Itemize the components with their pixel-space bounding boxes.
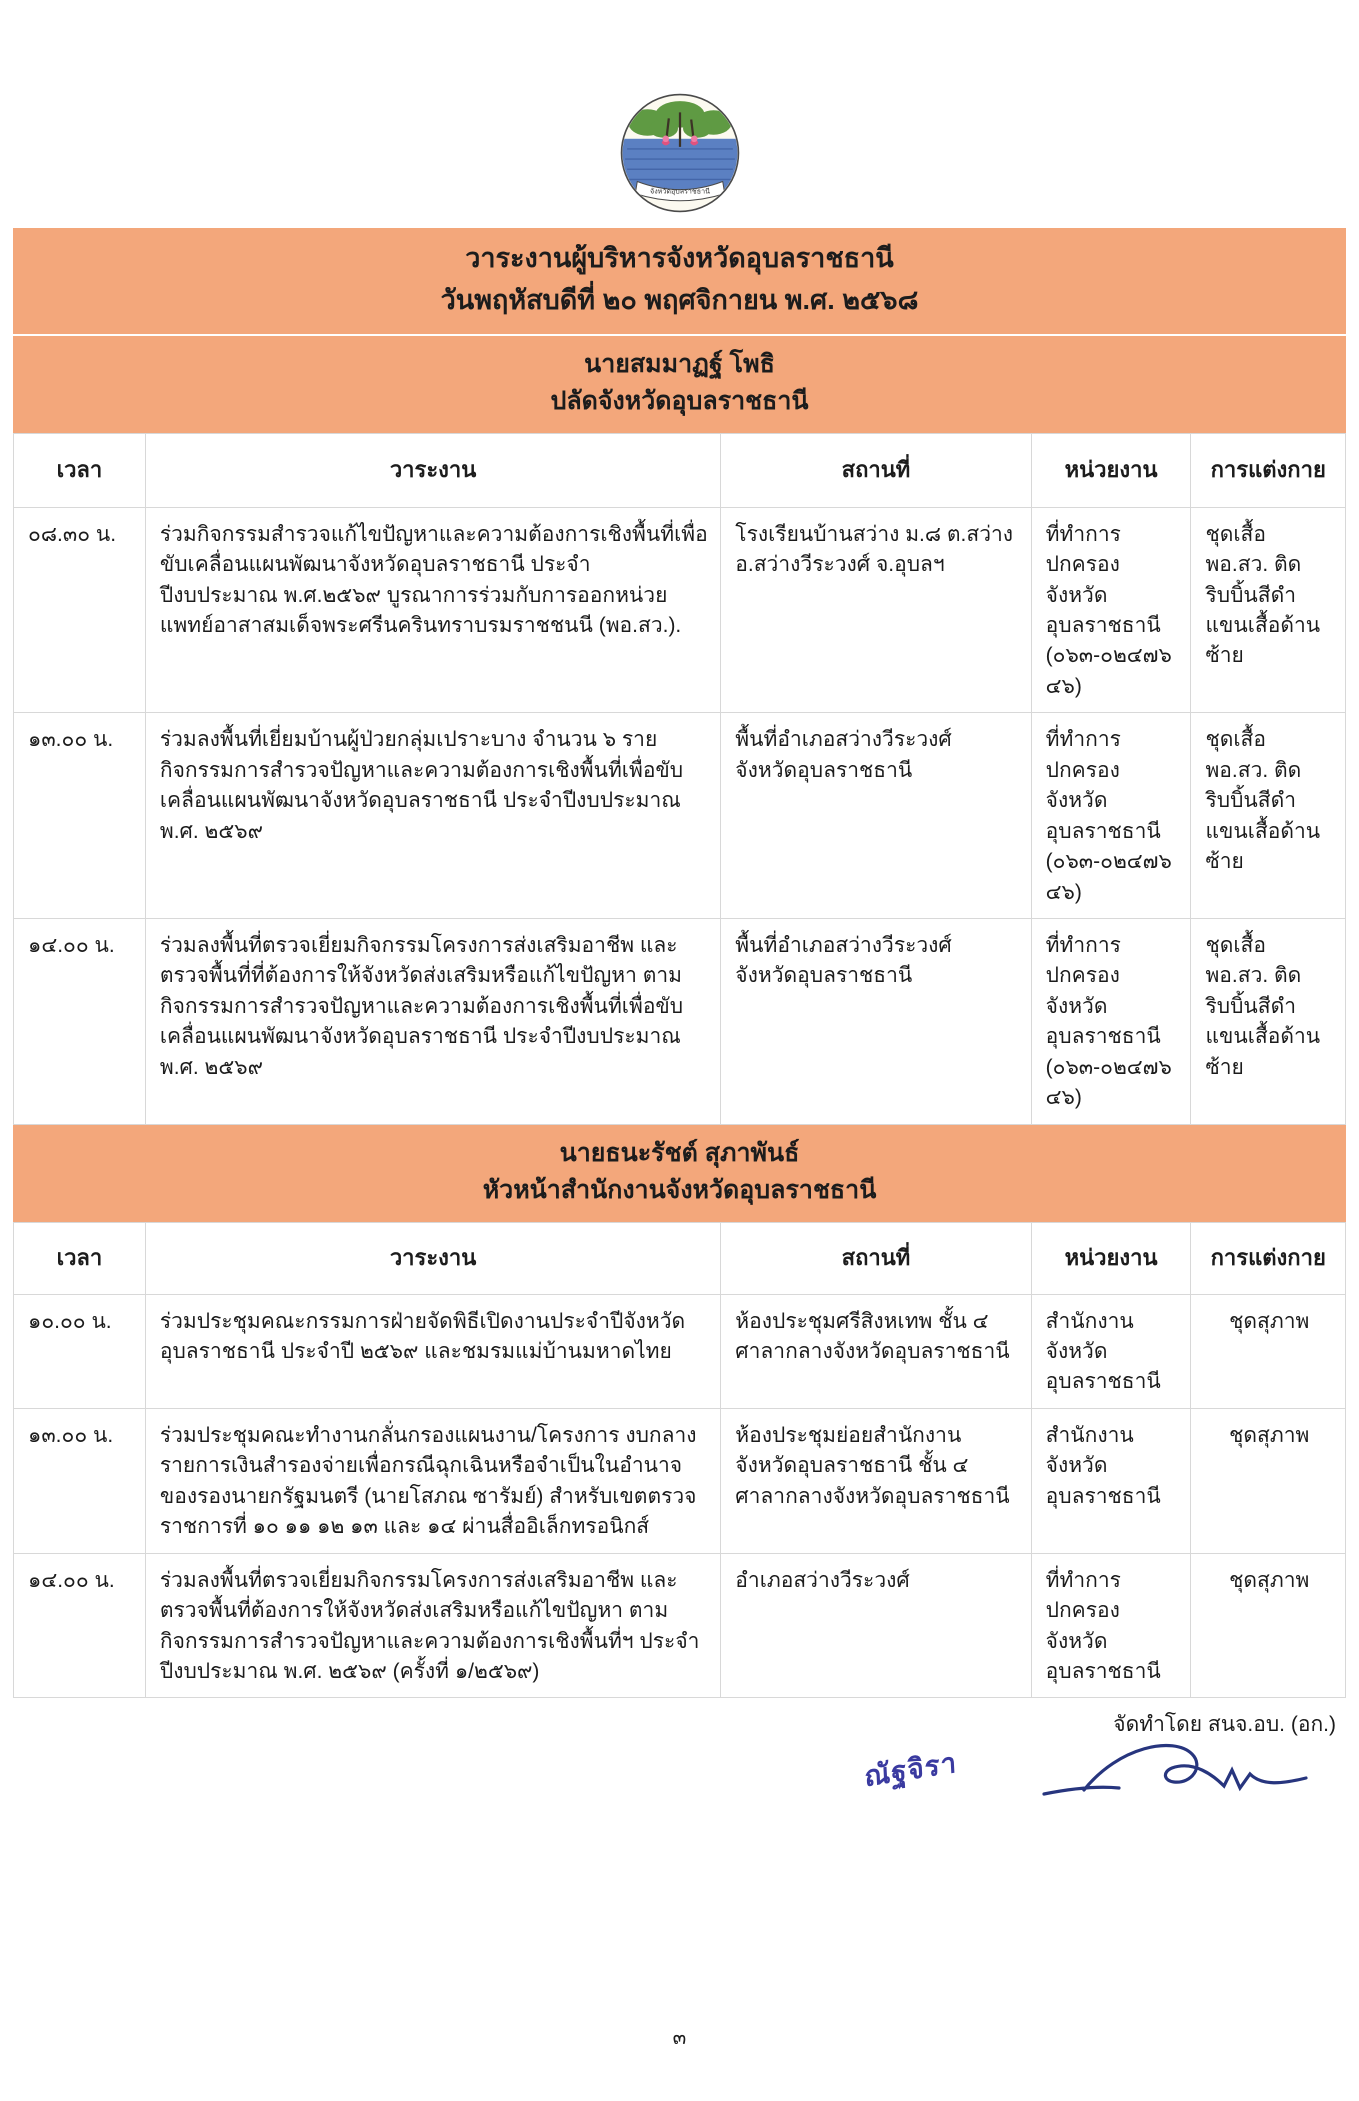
schedule-table-section2 xyxy=(13,1222,1346,1699)
table-header-row xyxy=(14,1222,1346,1294)
column-header-time: เวลา xyxy=(14,433,146,507)
agenda-cell: ร่วมลงพื้นที่ตรวจเยี่ยมกิจกรรมโครงการส่งเสริมอาชีพ และตรวจพื้นที่ต้องการให้จังหวัดส่งเสริมหรือแก้ไขปัญหา ตามกิจกรรมการสำรวจปัญหาและความต้องการเชิงพื้นที่ฯ ประจำปีงบประมาณ พ.ศ. ๒๕๖๙ (ครั้งที่ ๑/๒๕๖๙) xyxy=(145,1553,720,1698)
column-header-dress: การแต่งกาย xyxy=(1191,433,1346,507)
time-cell: ๑๔.๐๐ น. xyxy=(14,918,146,1124)
official-position: ปลัดจังหวัดอุบลราชธานี xyxy=(550,387,809,416)
agenda-cell: ร่วมกิจกรรมสำรวจแก้ไขปัญหาและความต้องการเชิงพื้นที่เพื่อขับเคลื่อนแผนพัฒนาจังหวัดอุบลราชธานี ประจำปีงบประมาณ พ.ศ.๒๕๖๙ บูรณาการร่วมกับการออกหน่วยแพทย์อาสาสมเด็จพระศรีนครินทราบรมราชชนนี (พอ.สว.). xyxy=(145,507,720,713)
column-header-agency: หน่วยงาน xyxy=(1031,1222,1191,1294)
place-cell: ห้องประชุมศรีสิงหเทพ ชั้น ๔ ศาลากลางจังหวัดอุบลราชธานี xyxy=(721,1294,1031,1408)
prepared-by-label: จัดทำโดย สนจ.อบ. (อก.) xyxy=(1113,1713,1336,1737)
agenda-cell: ร่วมประชุมคณะกรรมการฝ่ายจัดพิธีเปิดงานประจำปีจังหวัดอุบลราชธานี ประจำปี ๒๕๖๙ และชมรมแม่บ้านมหาดไทย xyxy=(145,1294,720,1408)
column-header-agenda: วาระงาน xyxy=(145,433,720,507)
dress-cell: ชุดเสื้อ พอ.สว. ติดริบบิ้นสีดำแขนเสื้อด้านซ้าย xyxy=(1191,918,1346,1124)
page-title: วาระงานผู้บริหารจังหวัดอุบลราชธานี xyxy=(465,243,894,273)
handwritten-name-signature: ณัฐจิรา xyxy=(864,1746,959,1793)
dress-cell: ชุดเสื้อ พอ.สว. ติดริบบิ้นสีดำแขนเสื้อด้านซ้าย xyxy=(1191,507,1346,713)
schedule-row xyxy=(14,1553,1346,1698)
agency-cell: สำนักงานจังหวัดอุบลราชธานี xyxy=(1031,1294,1191,1408)
agenda-cell: ร่วมลงพื้นที่เยี่ยมบ้านผู้ป่วยกลุ่มเปราะบาง จำนวน ๖ ราย กิจกรรมการสำรวจปัญหาและความต้องการเชิงพื้นที่เพื่อขับเคลื่อนแผนพัฒนาจังหวัดอุบลราชธานี ประจำปีงบประมาณ พ.ศ. ๒๕๖๙ xyxy=(145,713,720,919)
column-header-agency: หน่วยงาน xyxy=(1031,433,1191,507)
column-header-agenda: วาระงาน xyxy=(145,1222,720,1294)
place-cell: พื้นที่อำเภอสว่างวีระวงศ์ จังหวัดอุบลราชธานี xyxy=(721,918,1031,1124)
schedule-row xyxy=(14,918,1346,1124)
schedule-row xyxy=(14,713,1346,919)
section1-person-band xyxy=(13,336,1346,433)
official-name: นายธนะรัชต์ สุภาพันธ์ xyxy=(559,1138,800,1167)
place-cell: โรงเรียนบ้านสว่าง ม.๘ ต.สว่าง อ.สว่างวีระวงศ์ จ.อุบลฯ xyxy=(721,507,1031,713)
schedule-row xyxy=(14,507,1346,713)
time-cell: ๑๐.๐๐ น. xyxy=(14,1294,146,1408)
time-cell: ๐๘.๓๐ น. xyxy=(14,507,146,713)
schedule-row xyxy=(14,1408,1346,1553)
schedule-row xyxy=(14,1294,1346,1408)
column-header-dress: การแต่งกาย xyxy=(1191,1222,1346,1294)
agency-cell: ที่ทำการปกครองจังหวัดอุบลราชธานี xyxy=(1031,1553,1191,1698)
page-number: ๓ xyxy=(672,2027,687,2049)
schedule-table-section1 xyxy=(13,433,1346,1125)
title-band xyxy=(13,228,1346,334)
agency-cell: ที่ทำการปกครองจังหวัดอุบลราชธานี (๐๖๓-๐๒๔๗๖๔๖) xyxy=(1031,713,1191,919)
agency-cell: สำนักงานจังหวัดอุบลราชธานี xyxy=(1031,1408,1191,1553)
place-cell: อำเภอสว่างวีระวงศ์ xyxy=(721,1553,1031,1698)
place-cell: พื้นที่อำเภอสว่างวีระวงศ์ จังหวัดอุบลราชธานี xyxy=(721,713,1031,919)
time-cell: ๑๔.๐๐ น. xyxy=(14,1553,146,1698)
logo-container xyxy=(13,0,1346,214)
section2-person-band xyxy=(13,1125,1346,1222)
province-seal-icon xyxy=(619,92,741,214)
column-header-place: สถานที่ xyxy=(721,433,1031,507)
footer xyxy=(13,1706,1346,1836)
agency-cell: ที่ทำการปกครองจังหวัดอุบลราชธานี (๐๖๓-๐๒๔๗๖๔๖) xyxy=(1031,507,1191,713)
column-header-time: เวลา xyxy=(14,1222,146,1294)
dress-cell: ชุดสุภาพ xyxy=(1191,1553,1346,1698)
column-header-place: สถานที่ xyxy=(721,1222,1031,1294)
dress-cell: ชุดสุภาพ xyxy=(1191,1408,1346,1553)
official-position: หัวหน้าสำนักงานจังหวัดอุบลราชธานี xyxy=(482,1176,877,1205)
table-header-row xyxy=(14,433,1346,507)
date-line: วันพฤหัสบดีที่ ๒๐ พฤศจิกายน พ.ศ. ๒๕๖๘ xyxy=(440,284,919,315)
dress-cell: ชุดเสื้อ พอ.สว. ติดริบบิ้นสีดำแขนเสื้อด้านซ้าย xyxy=(1191,713,1346,919)
cursive-signature-icon xyxy=(1024,1732,1324,1812)
official-name: นายสมมาฏฐ์ โพธิ xyxy=(584,349,775,378)
seal-caption: จังหวัดอุบลราชธานี xyxy=(649,187,710,196)
place-cell: ห้องประชุมย่อยสำนักงานจังหวัดอุบลราชธานี ชั้น ๔ ศาลากลางจังหวัดอุบลราชธานี xyxy=(721,1408,1031,1553)
agency-cell: ที่ทำการปกครองจังหวัดอุบลราชธานี (๐๖๓-๐๒๔๗๖๔๖) xyxy=(1031,918,1191,1124)
dress-cell: ชุดสุภาพ xyxy=(1191,1294,1346,1408)
time-cell: ๑๓.๐๐ น. xyxy=(14,713,146,919)
agenda-cell: ร่วมประชุมคณะทำงานกลั่นกรองแผนงาน/โครงการ งบกลาง รายการเงินสำรองจ่ายเพื่อกรณีฉุกเฉินหรือจำเป็นในอำนาจของรองนายกรัฐมนตรี (นายโสภณ ซารัมย์) สำหรับเขตตรวจราชการที่ ๑๐ ๑๑ ๑๒ ๑๓ และ ๑๔ ผ่านสื่ออิเล็กทรอนิกส์ xyxy=(145,1408,720,1553)
agenda-cell: ร่วมลงพื้นที่ตรวจเยี่ยมกิจกรรมโครงการส่งเสริมอาชีพ และตรวจพื้นที่ที่ต้องการให้จังหวัดส่งเสริมหรือแก้ไขปัญหา ตามกิจกรรมการสำรวจปัญหาและความต้องการเชิงพื้นที่เพื่อขับเคลื่อนแผนพัฒนาจังหวัดอุบลราชธานี ประจำปีงบประมาณ พ.ศ. ๒๕๖๙ xyxy=(145,918,720,1124)
time-cell: ๑๓.๐๐ น. xyxy=(14,1408,146,1553)
